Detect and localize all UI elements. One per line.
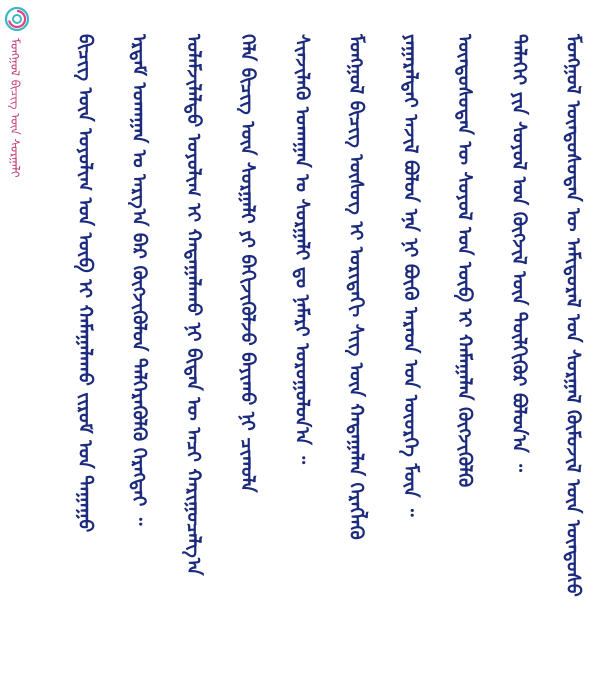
text-column: ᠪᠢᠴᠢᠭ ᠦᠨ ᠣᠶᠤᠯᠢᠭ ᠤᠨ ᠥᠪ ᠢ ᠬᠠᠮᠠᠭᠠᠯᠠᠬᠤ ᠵᠢᠷᠤᠮ ᠤᠨ ᠳᠠᠭᠠᠭᠤ <box>74 34 96 533</box>
text-column: ᠤᠯᠠᠮᠵᠢᠯᠠᠯᠲᠤ ᠤᠶᠤᠯᠢᠭ ᠢ ᠬᠠᠳᠠᠭᠠᠯᠠᠬᠤ ᠨᠢ ᠪᠢᠳᠡᠨ ᠦ ᠠᠴᠢ ᠬᠠᠷᠢᠭᠤᠴᠠᠯᠭ᠎ᠠ <box>182 34 205 576</box>
text-column: ᠮᠣᠩᠭᠣᠯ ᠦᠨᠳᠦᠰᠦᠲᠡᠨ ᠦ ᠠᠮᠢᠳᠤᠷᠠᠯ ᠤᠨ ᠰᠤᠷᠭᠠᠯ ᠬᠦᠮᠦᠵᠢᠯ ᠦᠨ ᠦᠨᠳᠦᠰᠦ <box>561 34 584 597</box>
text-column: ᠮᠣᠩᠭᠣᠯ ᠪᠢᠴᠢᠭ ᠦᠰᠦᠭ ᠢ ᠤᠷᠢᠳᠠᠬᠢ ᠰᠢᠭ ᠦᠨ ᠬᠠᠳᠠᠭᠠᠯᠠᠨ ᠬᠡᠷᠡᠭᠯᠡᠬᠦ <box>345 34 368 540</box>
text-column: ᠳᠡᠯᠡᠬᠡᠢ ᠶᠢᠨ ᠰᠣᠶᠣᠯ ᠤᠨ ᠬᠥᠭᠵᠢᠯ ᠦᠨ ᠲᠦᠯᠬᠢᠭᠦᠷ ᠪᠣᠯᠤᠨ᠎ᠠ ᠃ <box>507 34 530 472</box>
text-column: ᠦᠨᠳᠦᠰᠦᠲᠡᠨ ᠦ ᠰᠣᠶᠣᠯ ᠤᠨ ᠥᠪ ᠢ ᠬᠠᠮᠠᠭᠠᠯᠠᠨ ᠬᠥᠭᠵᠢᠭᠦᠯᠬᠦ <box>453 34 476 488</box>
spiral-logo-icon <box>4 6 30 32</box>
text-column: ᠡᠷᠳᠡᠮ ᠤᠬᠠᠭᠠᠨ ᠤ ᠠᠷᠭ᠎ᠠ ᠪᠠᠷ ᠬᠥᠭᠵᠢᠭᠦᠯᠦᠨ ᠳᠡᠯᠭᠡᠷᠡᠭᠦᠯᠬᠦ ᠬᠡᠷᠡᠭᠲᠡᠢ ᠃ <box>128 34 151 526</box>
text-column: ᠰᠢᠨᠵᠢᠯᠡᠬᠦ ᠤᠬᠠᠭᠠᠨ ᠤ ᠰᠤᠷᠭᠠᠯᠢ ᠳᠤ ᠨᠡᠮᠡᠷᠢ ᠣᠷᠣᠭᠤᠯᠤᠨ᠎ᠠ ᠃ <box>290 34 313 465</box>
spiral-logo-svg <box>4 6 30 32</box>
vertical-text-body <box>74 34 590 674</box>
text-column: ᠶᠠᠭᠠᠷᠠᠯᠲᠠᠢ ᠠᠵᠢᠯ ᠪᠣᠯᠤᠨ ᠡᠨᠡ ᠨᠢ ᠪᠦᠬᠦ ᠠᠷᠠᠳ ᠤᠨ ᠦᠦᠷᠭᠡ ᠮᠥᠨ ᠃ <box>399 34 422 517</box>
text-column: ᠬᠡᠯᠡ ᠪᠢᠴᠢᠭ ᠦᠨ ᠰᠤᠷᠭᠠᠯᠢ ᠶᠢ ᠪᠡᠬᠢᠵᠢᠭᠦᠯᠵᠦ ᠪᠠᠶᠢᠬᠤ ᠨᠢ ᠴᠢᠬᠤᠯᠠ <box>236 34 259 493</box>
watermark-text: ᠮᠣᠩᠭᠣᠯ ᠪᠢᠴᠢᠭ ᠦᠨ ᠰᠤᠷᠭᠠᠯᠢ <box>8 38 22 178</box>
